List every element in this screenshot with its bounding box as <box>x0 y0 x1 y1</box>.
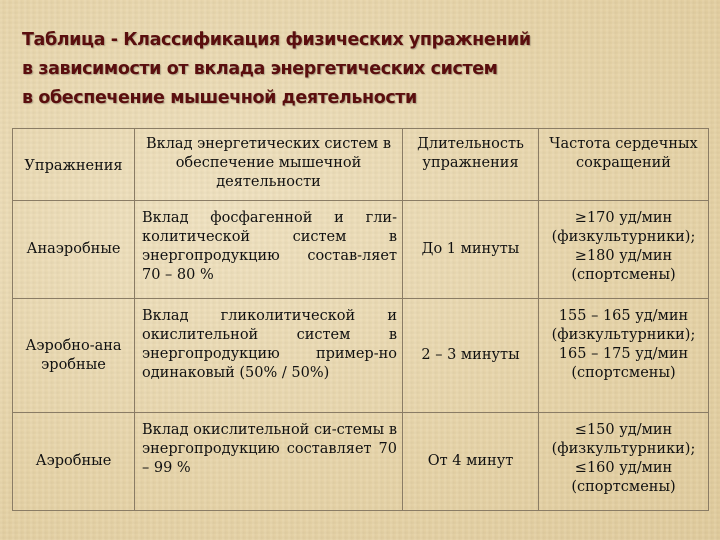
slide-title <box>22 26 712 113</box>
header-heart-rate: Частота сердечных сокращений <box>539 129 709 201</box>
table-row <box>13 413 709 511</box>
exercise-duration: От 4 минут <box>403 413 539 511</box>
exercise-duration: 2 – 3 минуты <box>403 299 539 413</box>
heart-rate <box>539 299 709 413</box>
table-row <box>13 201 709 299</box>
energy-contribution: Вклад окислительной си-стемы в энергопродукцию составляет 70 – 99 % <box>135 413 403 511</box>
energy-contribution: Вклад гликолитической и окислительной систем в энергопродукцию пример-но одинаковый (50% / 50%) <box>135 299 403 413</box>
heart-rate-athlete-label: (спортсмены) <box>571 365 676 381</box>
energy-contribution: Вклад фосфагенной и гли-колитической систем в энергопродукцию состав-ляет 70 – 80 % <box>135 201 403 299</box>
heart-rate-amateur: ≤150 уд/мин <box>574 422 673 438</box>
header-duration: Длительность упражнения <box>403 129 539 201</box>
heart-rate-amateur-label: (физкультурники); <box>551 441 696 457</box>
table-row <box>13 299 709 413</box>
classification-table <box>12 128 709 511</box>
heart-rate <box>539 413 709 511</box>
title-line-2: в зависимости от вклада энергетических систем <box>22 59 498 79</box>
exercise-type: Аэробно-ана эробные <box>13 299 135 413</box>
heart-rate-athlete: ≤160 уд/мин <box>574 460 673 476</box>
title-line-3: в обеспечение мышечной деятельности <box>22 88 417 108</box>
heart-rate-amateur: 155 – 165 уд/мин <box>558 308 689 324</box>
heart-rate-athlete-label: (спортсмены) <box>571 479 676 495</box>
heart-rate-athlete: ≥180 уд/мин <box>574 248 673 264</box>
heart-rate <box>539 201 709 299</box>
heart-rate-amateur-label: (физкультурники); <box>551 229 696 245</box>
heart-rate-amateur-label: (физкультурники); <box>551 327 696 343</box>
exercise-duration: До 1 минуты <box>403 201 539 299</box>
header-contribution: Вклад энергетических систем в обеспечение мышечной деятельности <box>135 129 403 201</box>
heart-rate-amateur: ≥170 уд/мин <box>574 210 673 226</box>
title-line-1: Таблица - Классификация физических упражнений <box>22 30 531 50</box>
header-exercises: Упражнения <box>13 129 135 201</box>
heart-rate-athlete: 165 – 175 уд/мин <box>558 346 689 362</box>
exercise-type: Анаэробные <box>13 201 135 299</box>
exercise-type: Аэробные <box>13 413 135 511</box>
heart-rate-athlete-label: (спортсмены) <box>571 267 676 283</box>
table-header-row <box>13 129 709 201</box>
